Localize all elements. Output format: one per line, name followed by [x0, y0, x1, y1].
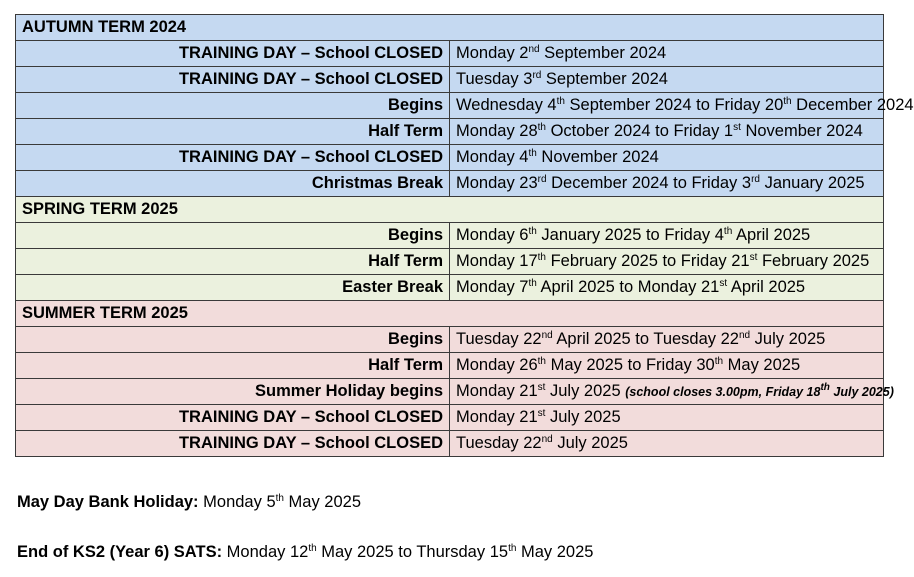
table-row — [16, 145, 884, 171]
closing-time-note: (school closes 3.00pm, Friday 18th July 2025) — [625, 382, 894, 399]
table-row — [16, 327, 884, 353]
may-day-label: May Day Bank Holiday: — [17, 493, 199, 511]
row-date-value: Monday 26th May 2025 to Friday 30th May 2025 — [450, 353, 884, 379]
row-label: Christmas Break — [16, 171, 450, 197]
row-date-value: Tuesday 22nd July 2025 — [450, 431, 884, 457]
row-label: Summer Holiday begins — [16, 379, 450, 405]
row-label: Begins — [16, 93, 450, 119]
ordinal-suffix: st — [733, 122, 741, 133]
table-row — [16, 379, 884, 405]
row-label: Half Term — [16, 249, 450, 275]
ks2-sats-label: End of KS2 (Year 6) SATS: — [17, 543, 223, 561]
row-label: TRAINING DAY – School CLOSED — [16, 67, 450, 93]
ordinal-suffix: st — [719, 278, 728, 289]
may-day-date: Monday 5th May 2025 — [203, 493, 362, 511]
row-label: Begins — [16, 223, 450, 249]
may-day-bank-holiday-line — [17, 493, 361, 512]
ordinal-suffix: th — [537, 356, 546, 367]
row-label: TRAINING DAY – School CLOSED — [16, 145, 450, 171]
term-dates-table-body — [16, 15, 914, 457]
ordinal-suffix: th — [556, 96, 565, 107]
ordinal-suffix: th — [528, 226, 537, 237]
row-label: Easter Break — [16, 275, 450, 301]
table-row — [16, 249, 884, 275]
row-label: TRAINING DAY – School CLOSED — [16, 41, 450, 67]
row-label: TRAINING DAY – School CLOSED — [16, 431, 450, 457]
row-label: TRAINING DAY – School CLOSED — [16, 405, 450, 431]
ordinal-suffix: th — [714, 356, 724, 367]
ks2-sats-line — [17, 543, 593, 562]
term-header-row — [16, 301, 884, 327]
row-date-value: Monday 28th October 2024 to Friday 1st November 2024 — [450, 119, 884, 145]
row-label: Half Term — [16, 353, 450, 379]
row-date-value: Monday 21st July 2025 — [450, 405, 884, 431]
ordinal-suffix: rd — [751, 174, 760, 185]
row-date-value: Monday 17th February 2025 to Friday 21st February 2025 — [450, 249, 884, 275]
term-header-row — [16, 197, 884, 223]
row-label: Half Term — [16, 119, 450, 145]
table-row — [16, 93, 884, 119]
table-row — [16, 67, 884, 93]
table-row — [16, 171, 884, 197]
term-title: SUMMER TERM 2025 — [16, 301, 884, 327]
ks2-sats-dates: Monday 12th May 2025 to Thursday 15th May 2025 — [226, 543, 594, 561]
ordinal-suffix: th — [308, 543, 317, 554]
row-date-value: Monday 6th January 2025 to Friday 4th April 2025 — [450, 223, 884, 249]
row-label: Begins — [16, 327, 450, 353]
ordinal-suffix: st — [749, 252, 758, 263]
term-title: AUTUMN TERM 2024 — [16, 15, 884, 41]
row-date-value: Monday 7th April 2025 to Monday 21st April 2025 — [450, 275, 884, 301]
ordinal-suffix: st — [537, 382, 546, 393]
ordinal-suffix: th — [537, 252, 546, 263]
row-date-value: Tuesday 22nd April 2025 to Tuesday 22nd July 2025 — [450, 327, 884, 353]
ordinal-suffix: th — [820, 382, 830, 393]
ordinal-suffix: th — [528, 148, 537, 159]
table-row — [16, 275, 884, 301]
ordinal-suffix: nd — [528, 44, 540, 55]
term-dates-table — [15, 14, 914, 457]
ordinal-suffix: th — [528, 278, 537, 289]
ordinal-suffix: th — [723, 226, 733, 237]
term-title: SPRING TERM 2025 — [16, 197, 884, 223]
ordinal-suffix: nd — [738, 330, 751, 341]
table-row — [16, 431, 884, 457]
table-row — [16, 405, 884, 431]
ordinal-suffix: th — [783, 96, 792, 107]
ordinal-suffix: th — [537, 122, 546, 133]
table-row — [16, 119, 884, 145]
ordinal-suffix: rd — [532, 70, 542, 81]
table-row — [16, 223, 884, 249]
row-date-value: Monday 21st July 2025 (school closes 3.00pm, Friday 18th July 2025) — [450, 379, 884, 405]
table-row — [16, 353, 884, 379]
term-header-row — [16, 15, 884, 41]
ordinal-suffix: nd — [541, 434, 553, 445]
ordinal-suffix: st — [537, 408, 546, 419]
ordinal-suffix: th — [508, 543, 517, 554]
ordinal-suffix: nd — [541, 330, 553, 341]
row-date-value: Monday 2nd September 2024 — [450, 41, 884, 67]
table-row — [16, 41, 884, 67]
row-date-value: Monday 4th November 2024 — [450, 145, 884, 171]
ordinal-suffix: th — [275, 493, 284, 504]
ordinal-suffix: rd — [537, 174, 547, 185]
row-date-value: Tuesday 3rd September 2024 — [450, 67, 884, 93]
row-date-value: Monday 23rd December 2024 to Friday 3rd January 2025 — [450, 171, 884, 197]
row-date-value: Wednesday 4th September 2024 to Friday 20th December 2024 — [450, 93, 884, 119]
